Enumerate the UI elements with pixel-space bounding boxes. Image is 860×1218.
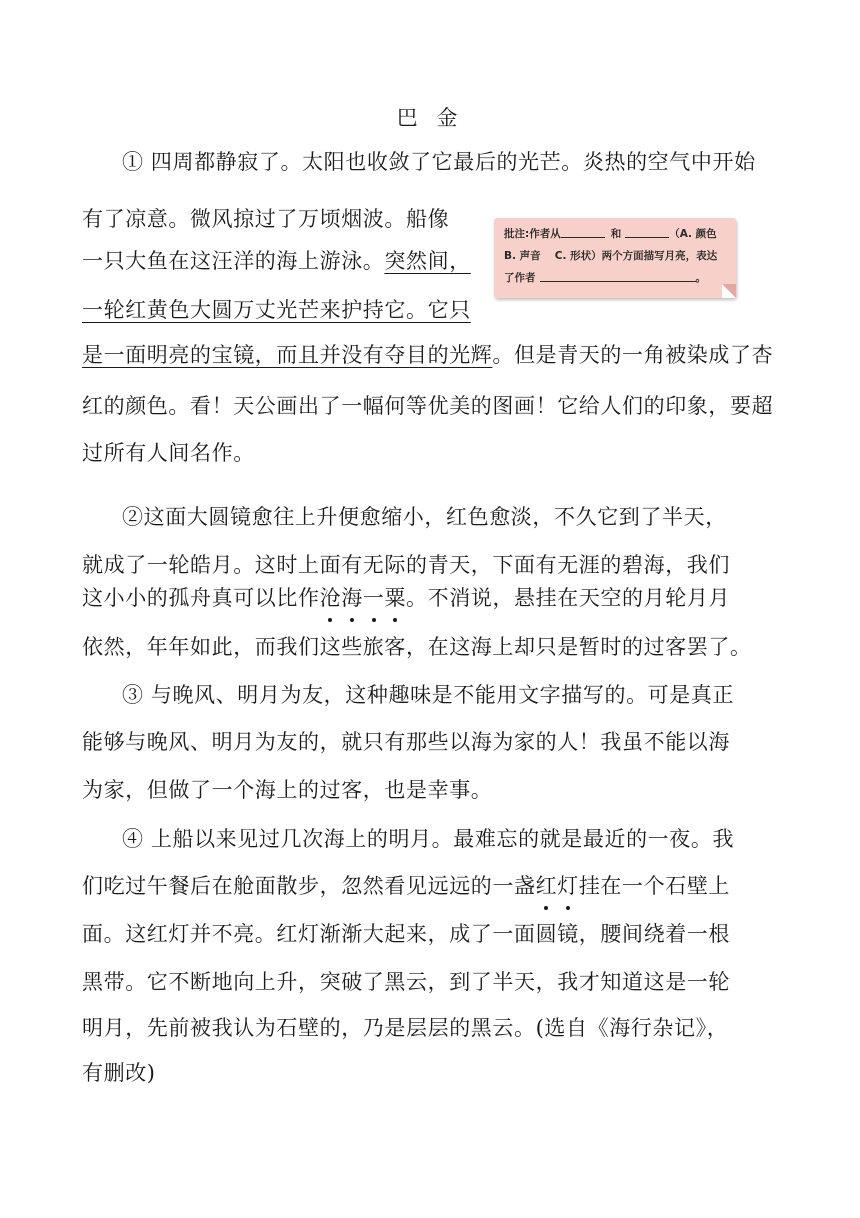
paragraph-3-line-3: 为家，但做了一个海上的过客，也是幸事。 xyxy=(82,778,493,802)
paragraph-3-line-1: ③ 与晚风、明月为友，这种趣味是不能用文字描写的。可是真正 xyxy=(122,683,735,707)
note-row-3 xyxy=(504,267,728,289)
annotation-sticky-note xyxy=(494,218,736,298)
emphasis-dotted-char: 红 xyxy=(536,871,558,901)
paragraph-2-line-3 xyxy=(82,583,730,613)
underlined-sentence-end: 是一面明亮的宝镜，而且并没有夺目的光辉 xyxy=(82,343,493,367)
paragraph-4-line-1: ④ 上船以来见过几次海上的明月。最难忘的就是最近的一夜。我 xyxy=(122,827,735,851)
note-row-2: B. 声音 C. 形状）两个方面描写月亮，表达 xyxy=(504,250,718,262)
paragraph-2-line-2: 就成了一轮皓月。这时上面有无际的青天，下面有无涯的碧海，我们 xyxy=(82,553,730,577)
paragraph-4-line-4: 黑带。它不断地向上升，突破了黑云，到了半天，我才知道这是一轮 xyxy=(82,970,730,994)
note-text: 批注:作者从 xyxy=(504,228,561,240)
paragraph-1-line-7: 过所有人间名作。 xyxy=(82,441,255,465)
underlined-sentence-middle: 一轮红黄色大圆万丈光芒来护持它。它只 xyxy=(82,298,471,322)
emphasis-dotted-char: 海 xyxy=(341,583,363,613)
paragraph-1-line-6: 红的颜色。看！天公画出了一幅何等优美的图画！它给人们的印象，要超 xyxy=(82,394,774,418)
emphasis-dotted-char: 一 xyxy=(363,583,385,613)
paragraph-1-line-3 xyxy=(82,246,471,276)
paragraph-1-line-3-plain: 一只大鱼在这汪洋的海上游泳。 xyxy=(82,249,385,273)
paragraph-1-line-5 xyxy=(82,340,773,370)
fill-blank-3 xyxy=(540,269,696,282)
fill-blank-1 xyxy=(561,225,605,238)
paragraph-1-line-1: ① 四周都静寂了。太阳也收敛了它最后的光芒。炎热的空气中开始 xyxy=(122,150,756,174)
note-text: 和 xyxy=(610,228,622,240)
author-name: 巴 金 xyxy=(396,106,464,130)
paragraph-4-line-3: 面。这红灯并不亮。红灯渐渐大起来，成了一面圆镜，腰间绕着一根 xyxy=(82,922,730,946)
paragraph-3-line-2: 能够与晚风、明月为友的，就只有那些以海为家的人！我虽不能以海 xyxy=(82,730,730,754)
paragraph-4-line-5: 明月，先前被我认为石壁的，乃是层层的黑云。(选自《海行杂记》， xyxy=(82,1016,729,1040)
paragraph-4-line-2-before: 们吃过午餐后在舱面散步，忽然看见远远的一盏 xyxy=(82,874,536,898)
paragraph-1-line-2: 有了凉意。微风掠过了万顷烟波。船像 xyxy=(82,207,450,231)
note-text: 。 xyxy=(695,272,706,284)
fill-blank-2 xyxy=(625,225,669,238)
paragraph-2-line-1: ②这面大圆镜愈往上升便愈缩小，红色愈淡，不久它到了半天， xyxy=(122,505,727,529)
note-row-1 xyxy=(504,223,728,245)
emphasis-dotted-char: 灯 xyxy=(557,871,579,901)
paragraph-2-line-4: 依然，年年如此，而我们这些旅客，在这海上却只是暂时的过客罢了。 xyxy=(82,635,752,659)
underlined-sentence-start: 突然间， xyxy=(384,249,471,273)
note-text: 了作者 xyxy=(504,272,536,284)
paragraph-4-line-2 xyxy=(82,871,730,901)
note-text: （A. 颜色 xyxy=(669,228,717,240)
emphasis-dotted-char: 沧 xyxy=(320,583,342,613)
paragraph-4-line-6: 有删改) xyxy=(82,1061,156,1085)
paragraph-2-line-3-after: 。不消说，悬挂在天空的月轮月月 xyxy=(406,586,731,610)
paragraph-4-line-2-after: 挂在一个石壁上 xyxy=(578,874,731,898)
emphasis-dotted-char: 粟 xyxy=(384,583,406,613)
paragraph-1-line-5-plain: 。但是青天的一角被染成了杏 xyxy=(492,343,774,367)
paragraph-2-line-3-before: 这小小的孤舟真可以比作 xyxy=(82,586,320,610)
